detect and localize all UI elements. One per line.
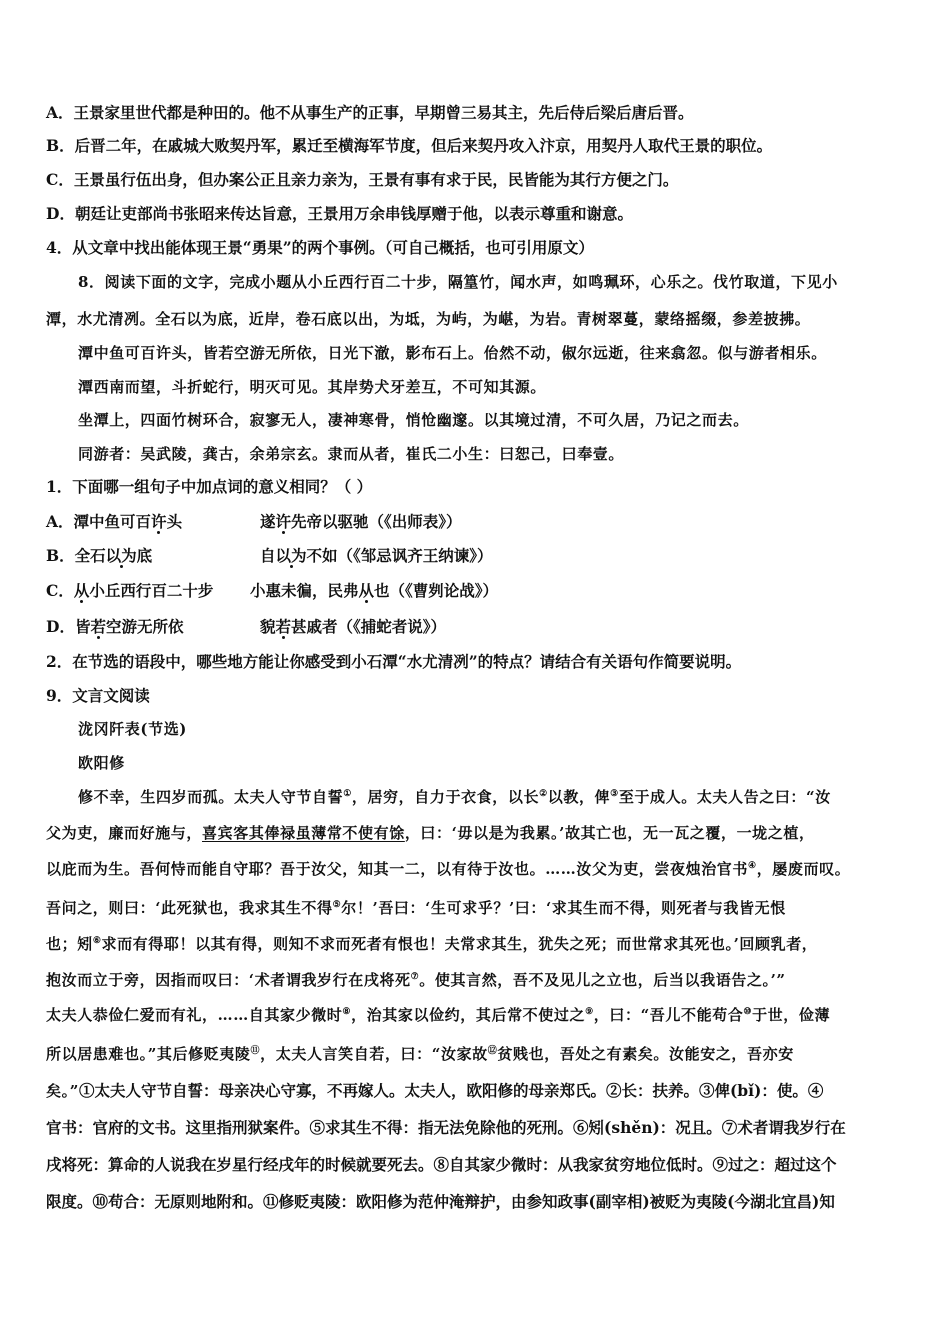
passage8-line: 8．阅读下面的文字，完成小题从小丘西行百二十步，隔篁竹，闻水声，如鸣珮环，心乐之。伐竹取道，下见小 — [78, 273, 838, 291]
dotted-word: 若 — [90, 617, 106, 636]
q3-option-c — [46, 169, 678, 191]
dotted-word: 许 — [275, 512, 292, 531]
note-marker: ⑪ — [250, 1046, 261, 1056]
text: 吾问之，则曰：‘此死狱也，我求其生不得 — [46, 899, 333, 917]
q8-1-option-d — [46, 616, 184, 638]
q9-passage-line — [46, 1004, 830, 1026]
passage8-line: 坐潭上，四面竹树环合，寂寥无人，凄神寒骨，悄怆幽邃。以其境过清，不可久居，乃记之而去。 — [78, 411, 749, 429]
q8-1-option-c — [46, 580, 213, 602]
q9-footnote-line: 戌将死：算命的人说我在岁星行经戌年的时候就要死去。⑧自其家少微时：从我家贫穷地位低时。⑨过之：超过这个 — [46, 1155, 837, 1174]
option-label: C． — [46, 170, 74, 189]
q3-option-b — [46, 135, 772, 157]
option-text: 朝廷让吏部尚书张昭来传达旨意，王景用万余串钱厚赠于他，以表示尊重和谢意。 — [74, 204, 633, 223]
text: 求而有得耶！以其有得，则知不求而死者有恨也！夫常求其生，犹失之死；而世常求其死也。’回顾乳者， — [101, 935, 818, 953]
option-label: D． — [46, 204, 75, 223]
q9-footnote-line: 官书：官府的文书。这里指刑狱案件。⑤求其生不得：指无法免除他的死刑。⑥矧(shěn)：况且。⑦术者谓我岁行在 — [46, 1118, 846, 1137]
note-marker: ⑥ — [92, 936, 102, 946]
text: 抱汝而立于旁，因指而叹曰：‘术者谓我岁行在戌将死 — [46, 971, 411, 989]
q9-passage-line — [78, 786, 831, 808]
option-label: D． — [46, 617, 75, 636]
note-marker: ⑧ — [342, 1007, 352, 1017]
text: 至于成人。太夫人告之曰：“汝 — [618, 788, 831, 806]
q9-passage-line — [46, 1043, 794, 1065]
text: ，曰：“吾儿不能苟合 — [593, 1006, 744, 1024]
text: 尔！’吾曰：‘生可求乎？’曰：‘求其生而不得，则死者与我皆无恨 — [341, 899, 786, 917]
q9-passage-line — [46, 969, 786, 991]
text: 所以居患难也。”其后修贬夷陵 — [46, 1045, 251, 1063]
sentence-text: 空游无所依 — [105, 617, 184, 636]
footnote-text: ①太夫人守节自誓：母亲决心守寡，不再嫁人。太夫人，欧阳修的母亲郑氏。②长：扶养。③俾(bǐ)：使。④ — [78, 1081, 824, 1100]
underlined-sentence: 喜宾客其俸禄虽薄常不使有馀 — [202, 824, 405, 842]
q9-passage-line — [46, 897, 786, 919]
q9-passage-line — [46, 822, 815, 844]
text: ，曰：‘毋以是为我累。’故其亡也，无一瓦之覆，一垅之植， — [404, 824, 815, 842]
dotted-word: 以为 — [105, 546, 137, 565]
passage8-line: 同游者：吴武陵，龚古，余弟宗玄。隶而从者，崔氏二小生：曰恕己，曰奉壹。 — [78, 445, 625, 463]
note-marker: ④ — [748, 861, 757, 871]
note-marker: ① — [343, 789, 352, 799]
text: 矣。” — [46, 1082, 79, 1100]
text: ，太夫人言笑自若，曰：“汝家故 — [260, 1045, 488, 1063]
text: 。使其言然，吾不及见儿之立也，后当以我语告之。’” — [419, 971, 786, 989]
dotted-word: 许 — [151, 512, 167, 531]
text: 父为吏，廉而好施与， — [46, 824, 203, 842]
text: 以教，俾 — [547, 788, 611, 806]
note-marker: ⑨ — [585, 1007, 594, 1017]
dotted-word: 若 — [275, 617, 292, 636]
note-marker: ⑦ — [410, 972, 420, 982]
q8-1-option-a-compare — [260, 511, 462, 533]
sentence-text: 小惠未徧，民弗 — [250, 581, 359, 600]
sentence-text: 貌 — [260, 617, 276, 636]
option-label: B． — [46, 546, 75, 565]
q8-1-option-a — [46, 511, 182, 533]
sentence-text: 也（《曹刿论战》） — [374, 581, 499, 600]
text: 也；矧 — [46, 935, 93, 953]
option-label: C． — [46, 581, 74, 600]
passage8-line: 潭，水尤清冽。全石以为底，近岸，卷石底以出，为坻，为屿，为嵁，为岩。青树翠蔓，蒙络摇缀，参差披拂。 — [46, 310, 811, 328]
q9-passage-line — [46, 1080, 823, 1102]
sentence-text: 底 — [136, 546, 153, 565]
text: ，居穷，自力于衣食，以长 — [351, 788, 540, 806]
q8-1-option-c-compare — [250, 580, 498, 602]
q9-passage-title: 泷冈阡表(节选) — [78, 720, 187, 738]
text: 于世，俭薄 — [752, 1006, 831, 1024]
note-marker: ⑫ — [487, 1046, 498, 1056]
q3-option-d — [46, 203, 633, 225]
sentence-text: 先帝以驱驰（《出师表》） — [291, 512, 462, 531]
sentence-text: 自 — [260, 546, 276, 565]
option-label: A． — [46, 512, 74, 531]
q9-author: 欧阳修 — [78, 754, 125, 772]
note-marker: ② — [539, 789, 548, 799]
sentence-text: 头 — [166, 512, 183, 531]
q8-1-stem: 1．下面哪一组句子中加点词的意义相同？（ ） — [46, 477, 373, 496]
question-4: 4．从文章中找出能体现王景“勇果”的两个事例。（可自己概括，也可引用原文） — [46, 238, 594, 257]
text: 修不幸，生四岁而孤。太夫人守节自誓 — [78, 788, 344, 806]
q9-heading: 9．文言文阅读 — [46, 686, 150, 705]
passage8-line: 潭中鱼可百许头，皆若空游无所依，日光下澈，影布石上。佁然不动，俶尔远逝，往来翕忽。似与游者相乐。 — [78, 344, 827, 362]
sentence-text: 遂 — [260, 512, 276, 531]
sentence-text: 甚戚者（《捕蛇者说》） — [291, 617, 447, 636]
sentence-text: 皆 — [74, 617, 91, 636]
text: ，治其家以俭约，其后常不使过之 — [351, 1006, 586, 1024]
option-text: 王景虽行伍出身，但办案公正且亲力亲为，王景有事有求于民，民皆能为其行方便之门。 — [73, 170, 679, 189]
q8-1-option-d-compare — [260, 616, 446, 638]
text: 太夫人恭俭仁爱而有礼，……自其家少微时 — [46, 1006, 343, 1024]
q9-passage-line — [46, 858, 850, 880]
q9-passage-line — [46, 933, 817, 955]
note-marker: ③ — [610, 789, 619, 799]
dotted-word: 从 — [73, 581, 90, 600]
sentence-text: 不如（《邹忌讽齐王纳谏》） — [306, 546, 493, 565]
text: 贫贱也，吾处之有素矣。汝能安之，吾亦安 — [497, 1045, 794, 1063]
passage8-line: 潭西南而望，斗折蛇行，明灭可见。其岸势犬牙差互，不可知其源。 — [78, 378, 547, 396]
dotted-word: 以为 — [275, 546, 307, 565]
note-marker: ⑤ — [332, 900, 342, 910]
sentence-text: 小丘西行百二十步 — [89, 581, 214, 600]
note-marker: ⑩ — [743, 1007, 753, 1017]
text: ，屡废而叹。 — [756, 860, 851, 878]
sentence-text: 潭中鱼可百 — [73, 512, 152, 531]
sentence-text: 全石 — [74, 546, 106, 565]
option-label: A． — [46, 103, 74, 122]
q8-1-option-b-compare — [260, 545, 493, 567]
q8-2-stem: 2．在节选的语段中，哪些地方能让你感受到小石潭“水尤清冽”的特点？请结合有关语句作简要说明。 — [46, 652, 742, 671]
text: 以庇而为生。吾何恃而能自守耶？吾于汝父，知其一二，以有待于汝也。……汝父为吏，尝夜烛治官书 — [46, 860, 749, 878]
dotted-word: 从 — [358, 581, 375, 600]
q9-footnote-line: 限度。⑩苟合：无原则地附和。⑪修贬夷陵：欧阳修为范仲淹辩护，由参知政事(副宰相)被贬为夷陵(今湖北宜昌)知 — [46, 1192, 835, 1211]
q8-1-option-b — [46, 545, 152, 567]
option-label: B． — [46, 136, 75, 155]
option-text: 后晋二年，在戚城大败契丹军，累迁至横海军节度，但后来契丹攻入汴京，用契丹人取代王景的职位。 — [74, 136, 773, 155]
option-text: 王景家里世代都是种田的。他不从事生产的正事，早期曾三易其主，先后侍后梁后唐后晋。 — [73, 103, 694, 122]
q3-option-a — [46, 102, 694, 124]
